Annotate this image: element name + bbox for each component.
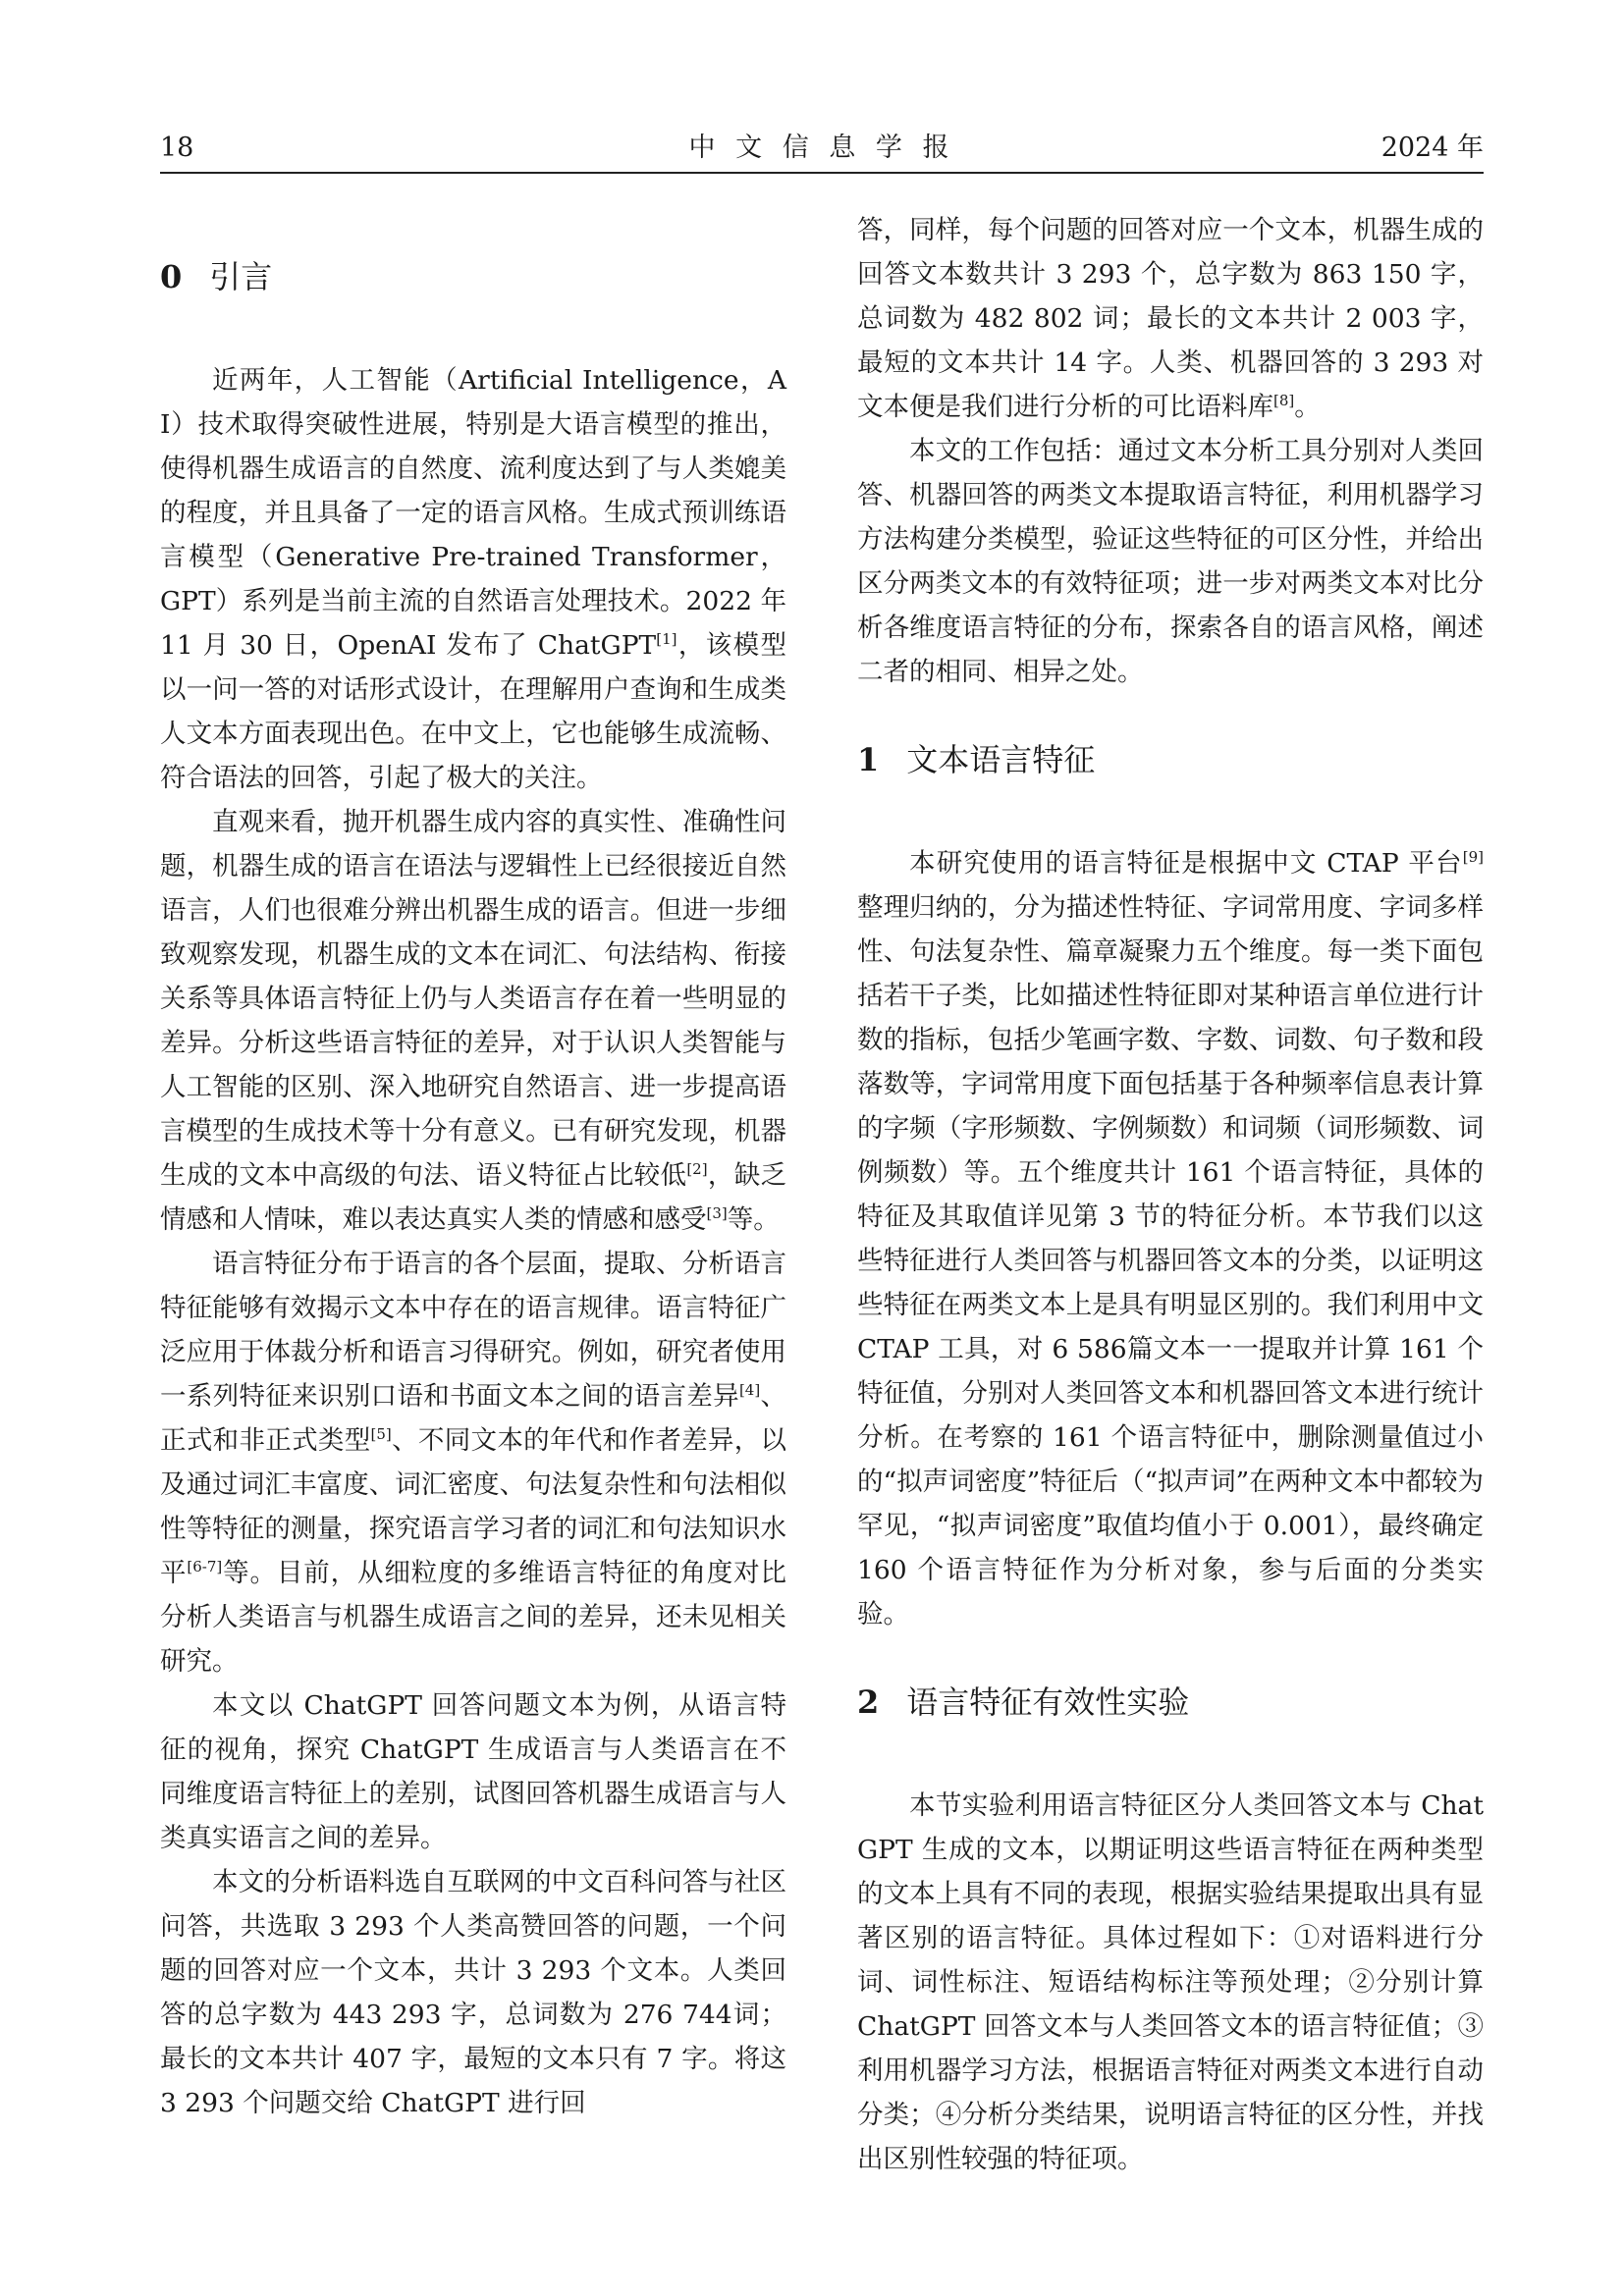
citation[interactable]: [6-7]: [187, 1558, 223, 1575]
journal-title: 中 文 信 息 学 报: [688, 133, 955, 163]
paragraph-corpus-cont: 答，同样，每个问题的回答对应一个文本，机器生成的回答文本数共计 3 293 个，总字数为 863 150 字，总词数为 482 802 词；最长的文本共计 2 003 字，最短的文本共计 14 字。人类、机器回答的 3 293 对文本便是我们进行分析的可比语料库[8]。: [857, 215, 1484, 422]
citation[interactable]: [9]: [1462, 848, 1484, 866]
paragraph-intro-1: 近两年，人工智能（Artificial Intelligence，AI）技术取得突破性进展，特别是大语言模型的推出，使得机器生成语言的自然度、流利度达到了与人类媲美的程度，并且具备了一定的语言风格。生成式预训练语言模型（Generative Pre-trained Transformer，GPT）系列是当前主流的自然语言处理技术。2022 年 11 月 30 日，OpenAI 发布了 ChatGPT[1]，该模型以一问一答的对话形式设计，在理解用户查询和生成类人文本方面表现出色。在中文上，它也能够生成流畅、符合语法的回答，引起了极大的关注。: [160, 365, 786, 793]
paragraph-intro-5: 本文的分析语料选自互联网的中文百科问答与社区问答，共选取 3 293 个人类高赞回答的问题，一个问题的回答对应一个文本，共计 3 293 个文本。人类回答的总字数为 443 293 字，总词数为 276 744词；最长的文本共计 407 字，最短的文本只有 7 字。将这 3 293 个问题交给 ChatGPT 进行回: [160, 1867, 786, 2118]
paragraph-features: 本研究使用的语言特征是根据中文 CTAP 平台[9]整理归纳的，分为描述性特征、字词常用度、字词多样性、句法复杂性、篇章凝聚力五个维度。每一类下面包括若干子类，比如描述性特征即对某种语言单位进行计数的指标，包括少笔画字数、字数、词数、句子数和段落数等，字词常用度下面包括基于各种频率信息表计算的字频（字形频数、字例频数）和词频（词形频数、词例频数）等。五个维度共计 161 个语言特征，具体的特征及其取值详见第 3 节的特征分析。本节我们以这些特征进行人类回答与机器回答文本的分类，以证明这些特征在两类文本上是具有明显区别的。我们利用中文 CTAP 工具，对 6 586篇文本一一提取并计算 161 个特征值，分别对人类回答文本和机器回答文本进行统计分析。在考察的 161 个语言特征中，删除测量值过小的“拟声词密度”特征后（“拟声词”在两种文本中都较为罕见，“拟声词密度”取值均值小于 0.001），最终确定 160 个语言特征作为分析对象，参与后面的分类实验。: [857, 848, 1484, 1629]
page-number: 18: [160, 133, 194, 163]
paragraph-experiment: 本节实验利用语言特征区分人类回答文本与 ChatGPT 生成的文本，以期证明这些语言特征在两种类型的文本上具有不同的表现，根据实验结果提取出具有显著区别的语言特征。具体过程如下：①对语料进行分词、词性标注、短语结构标注等预处理；②分别计算 ChatGPT 回答文本与人类回答文本的语言特征值；③利用机器学习方法，根据语言特征对两类文本进行自动分类；④分析分类结果，说明语言特征的区分性，并找出区别性较强的特征项。: [857, 1790, 1484, 2174]
citation[interactable]: [8]: [1273, 392, 1295, 409]
paragraph-intro-3: 语言特征分布于语言的各个层面，提取、分析语言特征能够有效揭示文本中存在的语言规律。语言特征广泛应用于体裁分析和语言习得研究。例如，研究者使用一系列特征来识别口语和书面文本之间的语言差异[4]、正式和非正式类型[5]、不同文本的年代和作者差异，以及通过词汇丰富度、词汇密度、句法复杂性和句法相似性等特征的测量，探究语言学习者的词汇和句法知识水平[6-7]等。目前，从细粒度的多维语言特征的角度对比分析人类语言与机器生成语言之间的差异，还未见相关研究。: [160, 1249, 787, 1677]
section-heading-2: 2 语言特征有效性实验: [857, 1683, 1190, 1721]
section-heading-1: 1 文本语言特征: [857, 741, 1096, 778]
paragraph-intro-2: 直观来看，抛开机器生成内容的真实性、准确性问题，机器生成的语言在语法与逻辑性上已经很接近自然语言，人们也很难分辨出机器生成的语言。但进一步细致观察发现，机器生成的文本在词汇、句法结构、衔接关系等具体语言特征上仍与人类语言存在着一些明显的差异。分析这些语言特征的差异，对于认识人类智能与人工智能的区别、深入地研究自然语言、进一步提高语言模型的生成技术等十分有意义。已有研究发现，机器生成的文本中高级的句法、语义特征占比较低[2]，缺乏情感和人情味，难以表达真实人类的情感和感受[3]等。: [160, 807, 787, 1235]
section-heading-0: 0 引言: [160, 258, 273, 295]
citation[interactable]: [4]: [738, 1381, 761, 1399]
left-column: [160, 208, 786, 2125]
publication-year: 2024 年: [1380, 133, 1484, 163]
citation[interactable]: [3]: [706, 1204, 728, 1222]
paragraph-intro-4: 本文以 ChatGPT 回答问题文本为例，从语言特征的视角，探究 ChatGPT 生成语言与人类语言在不同维度语言特征上的差别，试图回答机器生成语言与人类真实语言之间的差异。: [160, 1690, 786, 1853]
right-column: [857, 208, 1484, 2181]
citation[interactable]: [5]: [370, 1425, 392, 1443]
citation[interactable]: [1]: [656, 630, 677, 648]
header-rule: [160, 172, 1484, 174]
paragraph-contributions: 本文的工作包括：通过文本分析工具分别对人类回答、机器回答的两类文本提取语言特征，利用机器学习方法构建分类模型，验证这些特征的可区分性，并给出区分两类文本的有效特征项；进一步对两类文本对比分析各维度语言特征的分布，探索各自的语言风格，阐述二者的相同、相异之处。: [857, 436, 1484, 687]
citation[interactable]: [2]: [686, 1160, 708, 1178]
running-header: [160, 129, 1484, 174]
